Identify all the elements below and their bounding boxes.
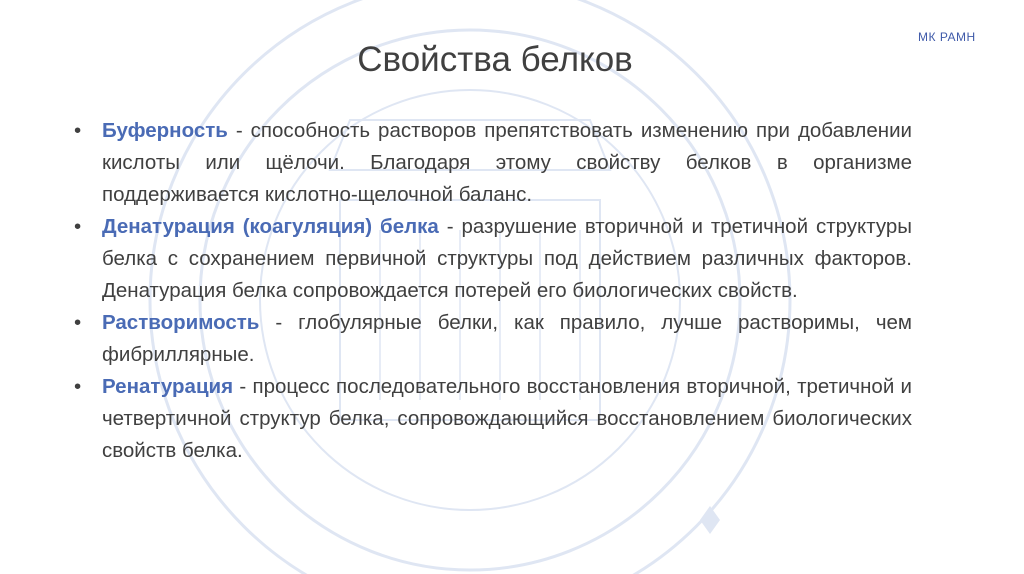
brand-label: МК РАМН (918, 30, 976, 44)
bullet-item-denaturatsiya (74, 211, 912, 307)
slide-title: Свойства белков (357, 40, 633, 79)
bullet-term: Буферность (102, 119, 228, 142)
bullet-marker: • (74, 311, 82, 334)
bullet-term: Ренатурация (102, 375, 234, 398)
bullet-text: - разрушение вторичной и третичной структуры белка с сохранением первичной структуры под действием различных факторов. Денатурация белка сопровождается потерей его биологических свойств. (102, 215, 912, 302)
bullet-term: Растворимость (102, 311, 260, 334)
bullet-term: Денатурация (коагуляция) белка (102, 215, 439, 238)
bullet-item-renaturatsiya (74, 371, 912, 467)
bullet-list (74, 115, 912, 467)
bullet-marker: • (74, 215, 82, 238)
bullet-marker: • (74, 375, 82, 398)
bullet-item-bufernost (74, 115, 912, 211)
bullet-marker: • (74, 119, 82, 142)
bullet-item-rastvorimost (74, 307, 912, 371)
bullet-text: - процесс последовательного восстановления вторичной, третичной и четвертичной структур белка, сопровождающийся восстановлением биологических свойств белка. (102, 375, 912, 462)
bullet-text: - глобулярные белки, как правило, лучше растворимы, чем фибриллярные. (102, 311, 912, 366)
bullet-text: - способность растворов препятствовать изменению при добавлении кислоты или щёлочи. Благодаря этому свойству белков в организме поддерживается кислотно-щелочной баланс. (102, 119, 912, 206)
